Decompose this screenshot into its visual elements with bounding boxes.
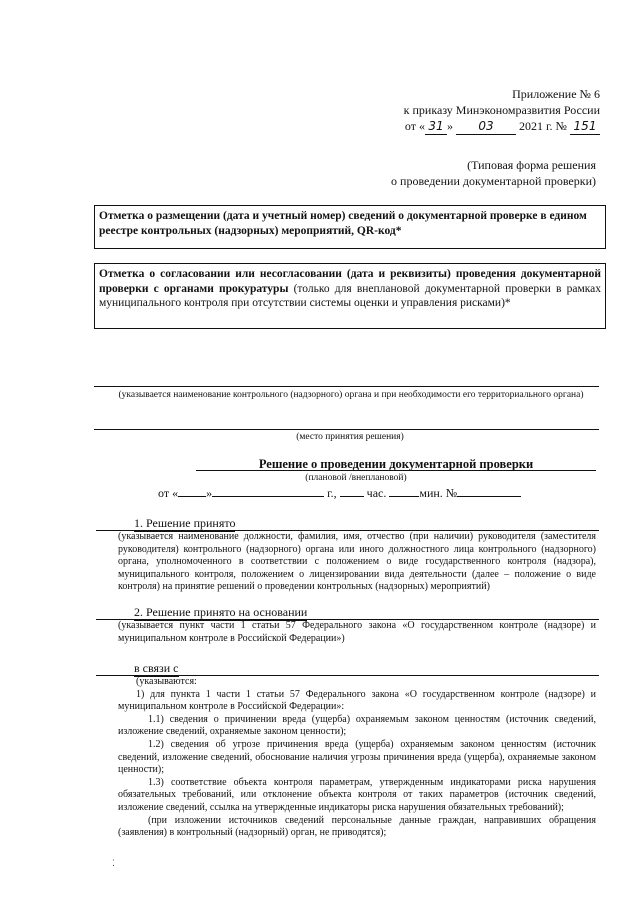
section3-heading: в связи с [134,661,179,675]
decision-date-line: от « » г., час. мин. № [158,486,521,501]
appendix-order: к приказу Минэкономразвития России [403,103,600,117]
place-line [94,429,599,430]
list-item: 1.3) соответствие объекта контроля параметрам, утвержденным индикаторами риска нарушения обязательных требований, или отклонение объекта контроля от таких параметров (источник сведений, изложение сведений, ссылка на утвержденные индикаторы риска нарушения обязательных требований); [118,776,596,813]
authority-caption: (указывается наименование контрольного (надзорного) органа и при необходимости его территориального органа) [118,390,584,400]
section1-note: (указывается наименование должности, фамилия, имя, отчество (при наличии) руководителя (заместителя руководителя) контрольного (надзорного) органа или иного должностного лица контрольного (надзорного) органа, уполномоченного в соответствии с положением о виде государственного контроля (надзора), муниципального контроля, положением о лицензировании вида деятельности (далее – положение о виде контроля) на принятие решений о проведении контрольных (надзорных) мероприятий) [118,531,596,593]
list-item: (при изложении источников сведений персональные данные граждан, направивших обращения (заявления) в контрольный (надзорный) орган, не приводятся); [118,814,596,839]
section3-note [118,676,596,840]
appendix-day: 31 [425,118,447,135]
section2-note: (указывается пункт части 1 статьи 57 Федерального закона «О государственном контроле (надзоре) и муниципальном контроле в Российской Федерации») [118,620,596,644]
list-item: (указываются: [136,676,197,687]
scan-speck: ⁚ [112,858,115,868]
registry-mark-box: Отметка о размещении (дата и учетный номер) сведений о документарной проверке в едином реестре контрольных (надзорных) мероприятий, QR-код* [94,205,606,249]
section1-heading: 1. Решение принято [134,516,236,530]
place-caption: (место принятия решения) [296,432,404,442]
appendix-header [360,86,600,135]
decision-subtitle: (плановой /внеплановой) [305,473,407,483]
appendix-month: 03 [456,118,516,135]
decision-title: Решение о проведении документарной проверки [258,457,534,471]
prosecutor-approval-box: Отметка о согласовании или несогласовании (дата и реквизиты) проведения документарной проверки с органами прокуратуры (только для внеплановой документарной проверки в рамках муниципального контроля при отсутствии системы оценки и управления рисками)* [94,263,606,329]
title-underline [196,470,596,471]
appendix-order-number: 151 [570,118,600,135]
appendix-number: Приложение № 6 [512,87,600,101]
appendix-date: от « 31 » 03 2021 г. № 151 [360,118,600,135]
section2-heading: 2. Решение принято на основании [134,605,308,619]
list-item: 1.2) сведения об угрозе причинения вреда (ущерба) охраняемым законом ценностям (источник сведений, изложение сведений, обоснование наличия угрозы причинения вреда (ущерба), охраняемые законом ценности); [118,738,596,776]
authority-line [94,386,599,387]
list-item: 1) для пункта 1 части 1 статьи 57 Федерального закона «О государственном контроле (надзоре) и муниципальном контроле в Российской Федерации»: [118,688,596,713]
list-item: 1.1) сведения о причинении вреда (ущерба) охраняемым законом ценностям (источник сведений, изложение сведений, охраняемые законом ценности); [118,713,596,738]
typical-form-note: (Типовая форма решения о проведении документарной проверки) [391,158,596,188]
